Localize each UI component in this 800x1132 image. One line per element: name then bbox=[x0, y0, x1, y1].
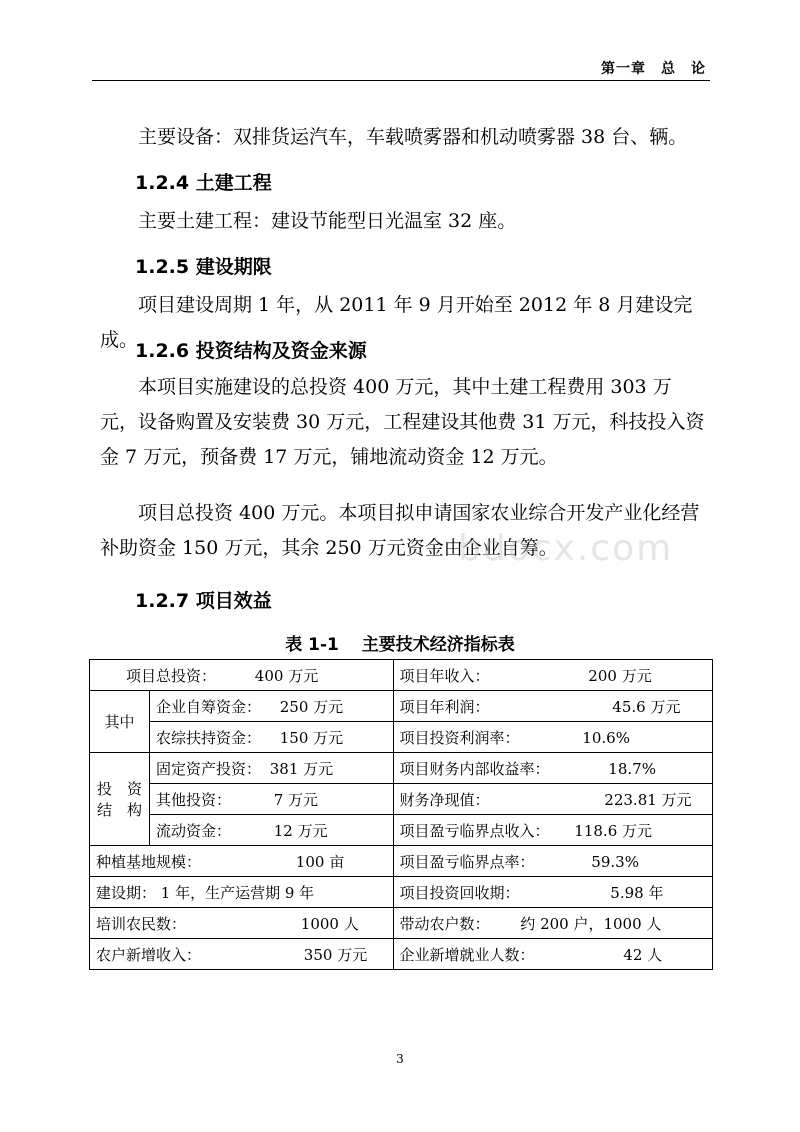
group-label-line: 投 资 bbox=[96, 780, 142, 798]
indicator-table bbox=[89, 659, 713, 970]
table-cell bbox=[393, 722, 713, 753]
cell-label: 财务净现值： bbox=[399, 790, 490, 809]
heading-1-2-4: 1.2.4 土建工程 bbox=[135, 172, 272, 194]
cell-label: 项目投资回收期： bbox=[399, 883, 520, 902]
cell-value: 250 万元 bbox=[279, 697, 344, 716]
table-cell bbox=[90, 908, 394, 939]
group-label-cell: 其中 bbox=[90, 691, 150, 753]
group-label-line: 结 构 bbox=[96, 801, 142, 819]
heading-1-2-5: 1.2.5 建设期限 bbox=[135, 256, 272, 278]
table-cell bbox=[393, 784, 713, 815]
table-cell bbox=[90, 939, 394, 970]
table-row bbox=[90, 722, 713, 753]
cell-label: 固定资产投资： bbox=[155, 759, 261, 778]
table-cell bbox=[90, 660, 394, 691]
table-row bbox=[90, 908, 713, 939]
cell-value: 223.81 万元 bbox=[604, 790, 692, 809]
cell-value: 7 万元 bbox=[273, 790, 319, 809]
cell-label: 项目盈亏临界点率： bbox=[399, 852, 535, 871]
cell-value: 381 万元 bbox=[269, 759, 334, 778]
table-row bbox=[90, 939, 713, 970]
investment-paragraph-2: 项目总投资 400 万元。本项目拟申请国家农业综合开发产业化经营补助资金 150 万元，其余 250 万元资金由企业自筹。 bbox=[100, 502, 700, 559]
table-cell bbox=[90, 877, 394, 908]
heading-1-2-6: 1.2.6 投资结构及资金来源 bbox=[135, 340, 367, 362]
cell-value: 1000 人 bbox=[300, 914, 359, 933]
cell-value: 59.3% bbox=[591, 852, 639, 871]
cell-value: 150 万元 bbox=[279, 728, 344, 747]
page-number: 3 bbox=[396, 1052, 404, 1066]
table-cell bbox=[393, 660, 713, 691]
table-cell bbox=[149, 722, 393, 753]
table-cell bbox=[393, 753, 713, 784]
cell-label: 种植基地规模： bbox=[96, 852, 202, 871]
table-row bbox=[90, 846, 713, 877]
cell-label: 项目投资利润率： bbox=[399, 728, 520, 747]
cell-value: 5.98 年 bbox=[610, 883, 664, 902]
cell-value: 12 万元 bbox=[273, 821, 328, 840]
cell-value: 10.6% bbox=[582, 728, 630, 747]
header-divider bbox=[92, 80, 710, 81]
cell-value: 18.7% bbox=[608, 759, 656, 778]
table-cell bbox=[149, 784, 393, 815]
cell-value: 400 万元 bbox=[254, 666, 319, 685]
cell-value: 200 万元 bbox=[588, 666, 652, 685]
cell-label: 企业新增就业人数： bbox=[399, 945, 535, 964]
cell-label: 项目年利润： bbox=[399, 697, 490, 716]
table-row bbox=[90, 877, 713, 908]
cell-value: 45.6 万元 bbox=[612, 697, 681, 716]
cell-value: 350 万元 bbox=[303, 945, 368, 964]
heading-1-2-7: 1.2.7 项目效益 bbox=[135, 590, 272, 612]
table-cell bbox=[393, 815, 713, 846]
cell-label: 农综扶持资金： bbox=[155, 728, 261, 747]
cell-label: 流动资金： bbox=[155, 821, 231, 840]
cell-label: 项目盈亏临界点收入： bbox=[399, 821, 550, 840]
table-cell bbox=[90, 846, 394, 877]
equipment-paragraph: 主要设备：双排货运汽车，车载喷雾器和机动喷雾器 38 台、辆。 bbox=[138, 126, 688, 148]
table-cell bbox=[393, 691, 713, 722]
table-row bbox=[90, 691, 713, 722]
cell-label: 其他投资： bbox=[155, 790, 231, 809]
civil-paragraph: 主要土建工程：建设节能型日光温室 32 座。 bbox=[138, 210, 517, 232]
table-cell bbox=[393, 939, 713, 970]
table-row bbox=[90, 815, 713, 846]
cell-label: 项目年收入： bbox=[399, 666, 490, 685]
cell-label: 带动农户数： bbox=[399, 914, 490, 933]
table-cell bbox=[393, 846, 713, 877]
cell-label: 企业自筹资金： bbox=[155, 697, 261, 716]
cell-label: 项目财务内部收益率： bbox=[399, 759, 550, 778]
group-label-cell bbox=[90, 753, 150, 846]
table-row bbox=[90, 753, 713, 784]
cell-label: 建设期： 1 年，生产运营期 9 年 bbox=[96, 883, 315, 902]
cell-value: 118.6 万元 bbox=[574, 821, 653, 840]
cell-label: 农户新增收入： bbox=[96, 945, 202, 964]
table-cell bbox=[393, 877, 713, 908]
watermark: bdocx.com bbox=[458, 528, 674, 569]
table-caption: 表 1-1 主要技术经济指标表 bbox=[285, 635, 515, 655]
table-cell bbox=[393, 908, 713, 939]
cell-value: 100 亩 bbox=[295, 852, 345, 871]
period-paragraph: 项目建设周期 1 年，从 2011 年 9 月开始至 2012 年 8 月建设完成。 bbox=[100, 294, 693, 351]
investment-paragraph-1: 本项目实施建设的总投资 400 万元，其中土建工程费用 303 万元，设备购置及安装费 30 万元，工程建设其他费 31 万元，科技投入资金 7 万元，预备费 17 万元，铺地流动资金 12 万元。 bbox=[100, 376, 705, 468]
chapter-title: 第一章 总 论 bbox=[601, 61, 706, 77]
table-cell bbox=[149, 753, 393, 784]
cell-label: 项目总投资： bbox=[126, 666, 217, 685]
cell-value: 42 人 bbox=[623, 945, 663, 964]
cell-label: 培训农民数： bbox=[96, 914, 187, 933]
table-cell bbox=[149, 815, 393, 846]
table-row bbox=[90, 784, 713, 815]
table-row bbox=[90, 660, 713, 691]
table-cell bbox=[149, 691, 393, 722]
cell-value: 约 200 户，1000 人 bbox=[520, 914, 662, 933]
